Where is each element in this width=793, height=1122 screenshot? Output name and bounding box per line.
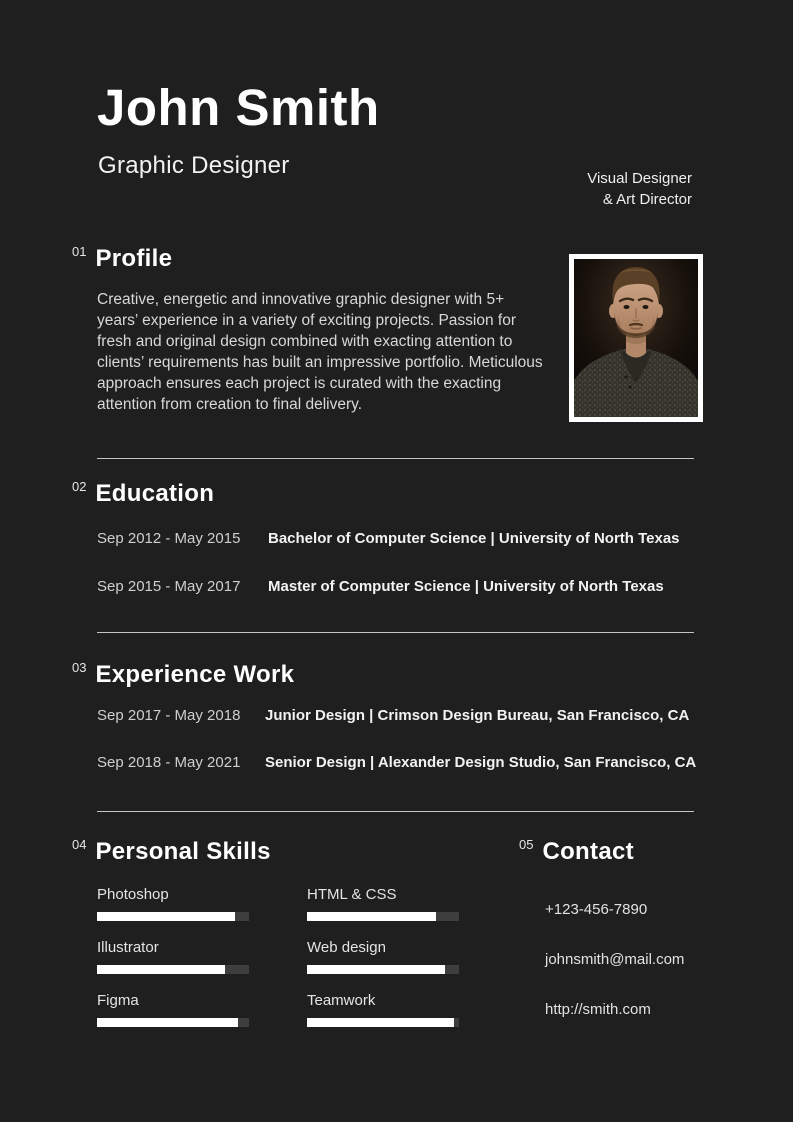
- skill-label: HTML & CSS: [307, 886, 397, 903]
- section-number: 02: [72, 479, 87, 494]
- experience-section-heading: [72, 661, 294, 689]
- education-detail: Bachelor of Computer Science | University of North Texas: [268, 530, 680, 547]
- tagline: [587, 168, 692, 210]
- experience-detail: Senior Design | Alexander Design Studio, San Francisco, CA: [265, 754, 697, 771]
- skill-item: [97, 990, 249, 1027]
- skill-bar-fill: [307, 912, 436, 921]
- experience-period: Sep 2017 - May 2018: [97, 707, 241, 724]
- experience-detail: Junior Design | Crimson Design Bureau, San Francisco, CA: [265, 707, 690, 724]
- skill-bar-track: [97, 912, 249, 921]
- contact-website: http://smith.com: [545, 1001, 651, 1018]
- contact-list: [545, 899, 684, 1049]
- experience-row: [97, 706, 689, 726]
- profile-section-heading: [72, 245, 172, 273]
- section-divider: [97, 458, 694, 459]
- section-title-education: Education: [95, 480, 215, 507]
- experience-row: [97, 753, 696, 773]
- skill-item: [307, 937, 459, 974]
- education-period: Sep 2015 - May 2017: [97, 578, 241, 595]
- portrait-illustration: [574, 259, 698, 417]
- section-divider: [97, 632, 694, 633]
- education-period: Sep 2012 - May 2015: [97, 530, 241, 547]
- person-name: John Smith: [97, 79, 380, 136]
- education-row: [97, 529, 680, 549]
- education-detail: Master of Computer Science | University of North Texas: [268, 578, 664, 595]
- section-title-contact: Contact: [542, 838, 634, 865]
- skills-section-heading: [72, 838, 271, 866]
- section-title-skills: Personal Skills: [95, 838, 271, 865]
- section-title-experience: Experience Work: [95, 661, 295, 688]
- skill-bar-fill: [97, 1018, 238, 1027]
- section-title-profile: Profile: [95, 245, 173, 272]
- skill-item: [307, 990, 459, 1027]
- skill-label: Illustrator: [97, 939, 159, 956]
- skill-label: Web design: [307, 939, 386, 956]
- skills-grid: [97, 884, 459, 1027]
- skill-item: [97, 937, 249, 974]
- profile-photo: [569, 254, 703, 422]
- section-number: 04: [72, 837, 87, 852]
- skill-bar-fill: [307, 1018, 454, 1027]
- skill-item: [97, 884, 249, 921]
- skill-bar-track: [307, 965, 459, 974]
- experience-period: Sep 2018 - May 2021: [97, 754, 241, 771]
- skill-bar-fill: [97, 912, 235, 921]
- skill-label: Figma: [97, 992, 139, 1009]
- contact-phone: +123-456-7890: [545, 901, 648, 918]
- section-divider: [97, 811, 694, 812]
- skill-bar-fill: [97, 965, 225, 974]
- profile-text: Creative, energetic and innovative graphic designer with 5+ years’ experience in a variety of exciting projects. Passion for fresh and original design combined with exacting attention to clients’ requirements has built an impressive portfolio. Meticulous approach ensures each project is curated with the exacting attention from creation to final delivery.: [97, 291, 543, 413]
- skill-label: Photoshop: [97, 886, 169, 903]
- skill-item: [307, 884, 459, 921]
- section-number: 03: [72, 660, 87, 675]
- job-title: Graphic Designer: [98, 152, 290, 179]
- skill-bar-track: [307, 1018, 459, 1027]
- education-section-heading: [72, 480, 214, 508]
- tagline-line-2: & Art Director: [602, 191, 692, 208]
- skill-bar-fill: [307, 965, 445, 974]
- section-number: 01: [72, 244, 87, 259]
- contact-email: johnsmith@mail.com: [545, 951, 685, 968]
- education-row: [97, 577, 664, 597]
- contact-section-heading: [519, 838, 634, 866]
- skill-label: Teamwork: [307, 992, 376, 1009]
- tagline-line-1: Visual Designer: [587, 170, 692, 187]
- skill-bar-track: [97, 965, 249, 974]
- skill-bar-track: [97, 1018, 249, 1027]
- skill-bar-track: [307, 912, 459, 921]
- section-number: 05: [519, 837, 534, 852]
